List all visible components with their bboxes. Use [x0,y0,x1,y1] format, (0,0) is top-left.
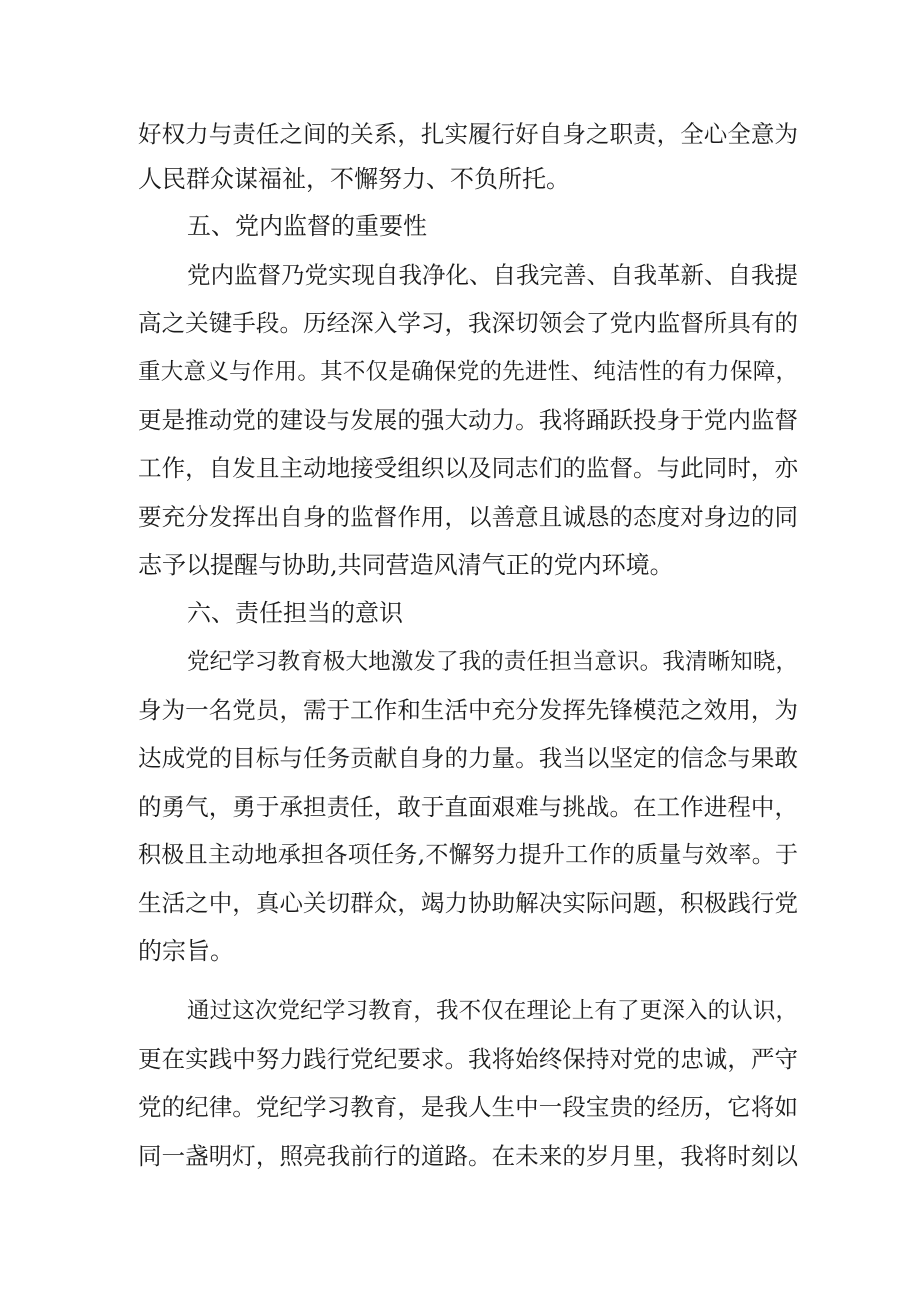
paragraph-line: 身为一名党员，需于工作和生活中充分发挥先锋模范之效用，为 [138,696,798,724]
paragraph-line: 积极且主动地承担各项任务,不懈努力提升工作的质量与效率。于 [138,842,798,868]
paragraph-line: 党内监督乃党实现自我净化、自我完善、自我革新、自我提 [187,261,798,289]
paragraph-line: 更是推动党的建设与发展的强大动力。我将踊跃投身于党内监督 [138,406,798,434]
paragraph-line: 的宗旨。 [138,937,234,965]
paragraph-line: 高之关键手段。历经深入学习，我深切领会了党内监督所具有的 [138,309,798,337]
paragraph-line: 好权力与责任之间的关系，扎实履行好自身之职责，全心全意为 [138,120,798,148]
paragraph-line: 志予以提醒与协助,共同营造风清气正的党内环境。 [138,551,674,579]
paragraph-line: 党的纪律。党纪学习教育，是我人生中一段宝贵的经历，它将如 [138,1093,798,1121]
paragraph-line: 党纪学习教育极大地激发了我的责任担当意识。我清晰知晓， [187,649,798,675]
paragraph-line: 工作，自发且主动地接受组织以及同志们的监督。与此同时，亦 [138,454,798,482]
paragraph-line: 人民群众谋福祉，不懈努力、不负所托。 [138,165,570,193]
paragraph-line: 达成党的目标与任务贡献自身的力量。我当以坚定的信念与果敢 [138,744,798,772]
paragraph-line: 同一盏明灯，照亮我前行的道路。在未来的岁月里，我将时刻以 [138,1142,798,1170]
paragraph-line: 生活之中，真心关切群众，竭力协助解决实际问题，积极践行党 [138,889,798,917]
paragraph-line: 重大意义与作用。其不仅是确保党的先进性、纯洁性的有力保障， [138,359,798,385]
paragraph-line: 的勇气，勇于承担责任，敢于直面艰难与挑战。在工作进程中， [138,793,798,821]
section-heading: 六、责任担当的意识 [187,599,403,627]
paragraph-line: 通过这次党纪学习教育，我不仅在理论上有了更深入的认识， [187,998,798,1024]
section-heading: 五、党内监督的重要性 [187,212,427,240]
paragraph-line: 要充分发挥出自身的监督作用，以善意且诚恳的态度对身边的同 [138,503,798,531]
paragraph-line: 更在实践中努力践行党纪要求。我将始终保持对党的忠诚，严守 [138,1045,798,1073]
